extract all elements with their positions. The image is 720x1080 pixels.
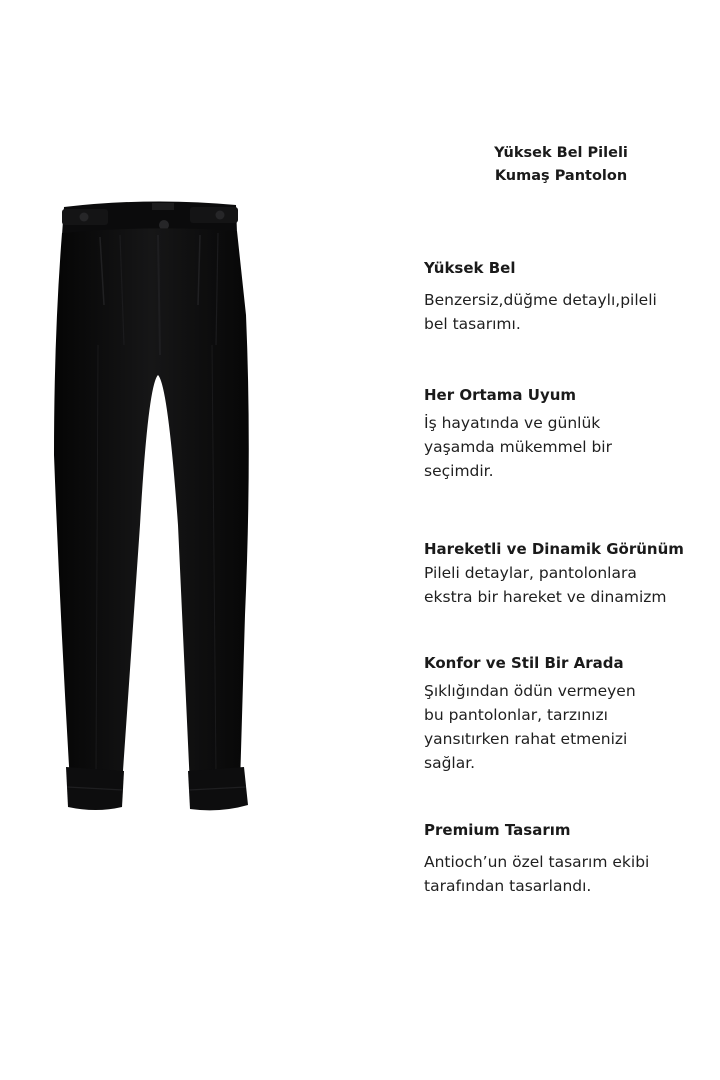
product-title-line-2: Kumaş Pantolon xyxy=(494,168,628,184)
feature-high-waist xyxy=(424,258,718,336)
feature-text: İş hayatında ve günlük yaşamda mükemmel bir seçimdir. xyxy=(424,414,612,480)
feature-text: Antioch’un özel tasarım ekibi tarafından tasarlandı. xyxy=(424,853,650,895)
waist-tab-right xyxy=(190,207,238,223)
feature-dynamic-look xyxy=(424,539,718,609)
feature-text: Benzersiz,düğme detaylı,pileli bel tasarımı. xyxy=(424,291,657,333)
pants-body xyxy=(54,228,249,787)
feature-text: Pileli detaylar, pantolonlara ekstra bir hareket ve dinamizm xyxy=(424,564,667,606)
feature-heading: Hareketli ve Dinamik Görünüm xyxy=(424,540,684,558)
brand-tag xyxy=(152,203,174,210)
feature-heading: Yüksek Bel xyxy=(424,259,516,277)
feature-text: Şıklığından ödün vermeyen bu pantolonlar, tarzınızı yansıtırken rahat etmenizi sağlar. xyxy=(424,682,636,772)
tab-button-left xyxy=(80,213,89,222)
feature-premium-design xyxy=(424,820,718,898)
product-title xyxy=(420,142,702,188)
feature-heading: Her Ortama Uyum xyxy=(424,386,577,404)
feature-heading: Premium Tasarım xyxy=(424,821,571,839)
pants-illustration xyxy=(40,195,270,835)
tab-button-right xyxy=(216,211,225,220)
feature-versatility xyxy=(424,385,718,483)
feature-comfort-style xyxy=(424,653,718,775)
product-image xyxy=(40,195,270,835)
product-title-line-1: Yüksek Bel Pileli xyxy=(494,145,628,161)
feature-heading: Konfor ve Stil Bir Arada xyxy=(424,654,624,672)
